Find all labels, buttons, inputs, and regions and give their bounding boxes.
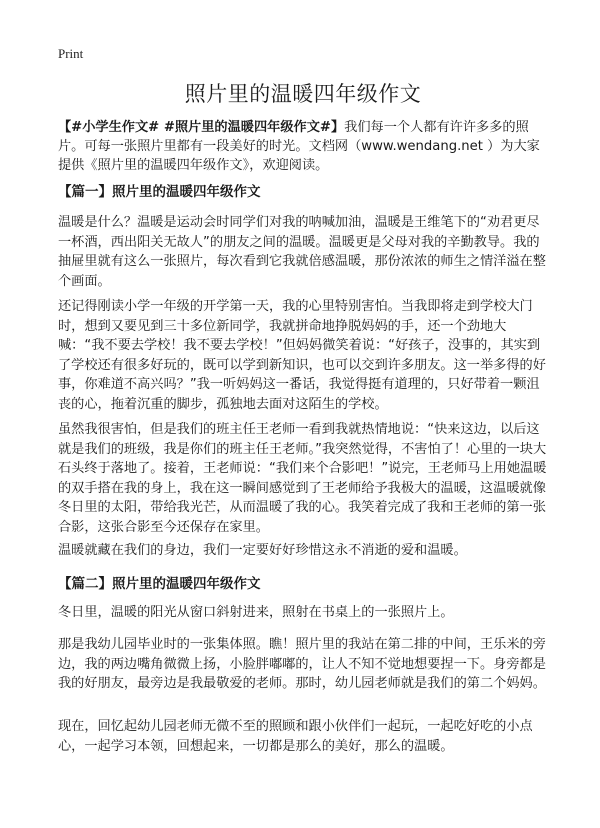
section-2-paragraph-1: 冬日里，温暖的阳光从窗口斜射进来，照射在书桌上的一张照片上。	[58, 605, 454, 620]
intro-tags: 【#小学生作文# #照片里的温暖四年级作文#】	[58, 120, 345, 135]
section-1-paragraph-2: 还记得刚读小学一年级的开学第一天，我的心里特别害怕。当我即将走到学校大门时，想到又要见到三十多位新同学，我就拼命地挣脱妈妈的手，还一个劲地大喊：“我不要去学校！我不要去学校！”但妈妈微笑着说：“好孩子，没事的，其实到了学校还有很多好玩的，既可以学到新知识，也可以交到许多朋友。这一举多得的好事，你难道不高兴吗？”我一听妈妈这一番话，我觉得挺有道理的，只好带着一颗沮丧的心，拖着沉重的脚步，孤独地去面对这陌生的学校。	[58, 299, 546, 412]
intro-paragraph	[58, 118, 548, 175]
section-heading-1: 【篇一】照片里的温暖四年级作文	[58, 184, 261, 200]
section-1-paragraph-1: 温暖是什么？温暖是运动会时同学们对我的呐喊加油，温暖是王维笔下的“劝君更尽一杯酒，西出阳关无故人”的朋友之间的温暖。温暖更是父母对我的辛勤教导。我的抽屉里就有这么一张照片，每次看到它我就倍感温暖，那份浓浓的师生之情洋溢在整个画面。	[58, 215, 546, 289]
print-link[interactable]: Print	[58, 46, 84, 61]
section-heading-2: 【篇二】照片里的温暖四年级作文	[58, 576, 261, 592]
section-1-paragraph-4: 温暖就藏在我们的身边，我们一定要好好珍惜这永不消逝的爱和温暖。	[58, 543, 467, 558]
page-title: 照片里的温暖四年级作文	[184, 82, 422, 106]
section-1-paragraph-3: 虽然我很害怕，但是我们的班主任王老师一看到我就热情地说：“快来这边，以后这就是我们的班级，我是你们的班主任王老师。”我突然觉得，不害怕了！心里的一块大石头终于落地了。接着，王老师说：“我们来个合影吧！”说完，王老师马上用她温暖的双手搭在我的身上，我在这一瞬间感觉到了王老师给予我极大的温暖，这温暖就像冬日里的太阳，带给我光芒，从而温暖了我的心。我笑着完成了我和王老师的第一张合影，这张合影至今还保存在家里。	[58, 422, 547, 535]
section-2-paragraph-3: 现在，回忆起幼儿园老师无微不至的照顾和跟小伙伴们一起玩，一起吃好吃的小点心，一起学习本领，回想起来，一切都是那么的美好，那么的温暖。	[58, 719, 533, 754]
section-2-paragraph-2: 那是我幼儿园毕业时的一张集体照。瞧！照片里的我站在第二排的中间，王乐米的旁边，我的两边嘴角微微上扬，小脸胖嘟嘟的，让人不知不觉地想要捏一下。身旁都是我的好朋友，最旁边是我最敬爱的老师。那时，幼儿园老师就是我们的第二个妈妈。	[58, 637, 546, 691]
intro-text: 我们每一个人都有许许多多的照片。可每一张照片里都有一段美好的时光。文档网（www.wendang.net ）为大家提供《照片里的温暖四年级作文》，欢迎阅读。	[58, 120, 540, 173]
